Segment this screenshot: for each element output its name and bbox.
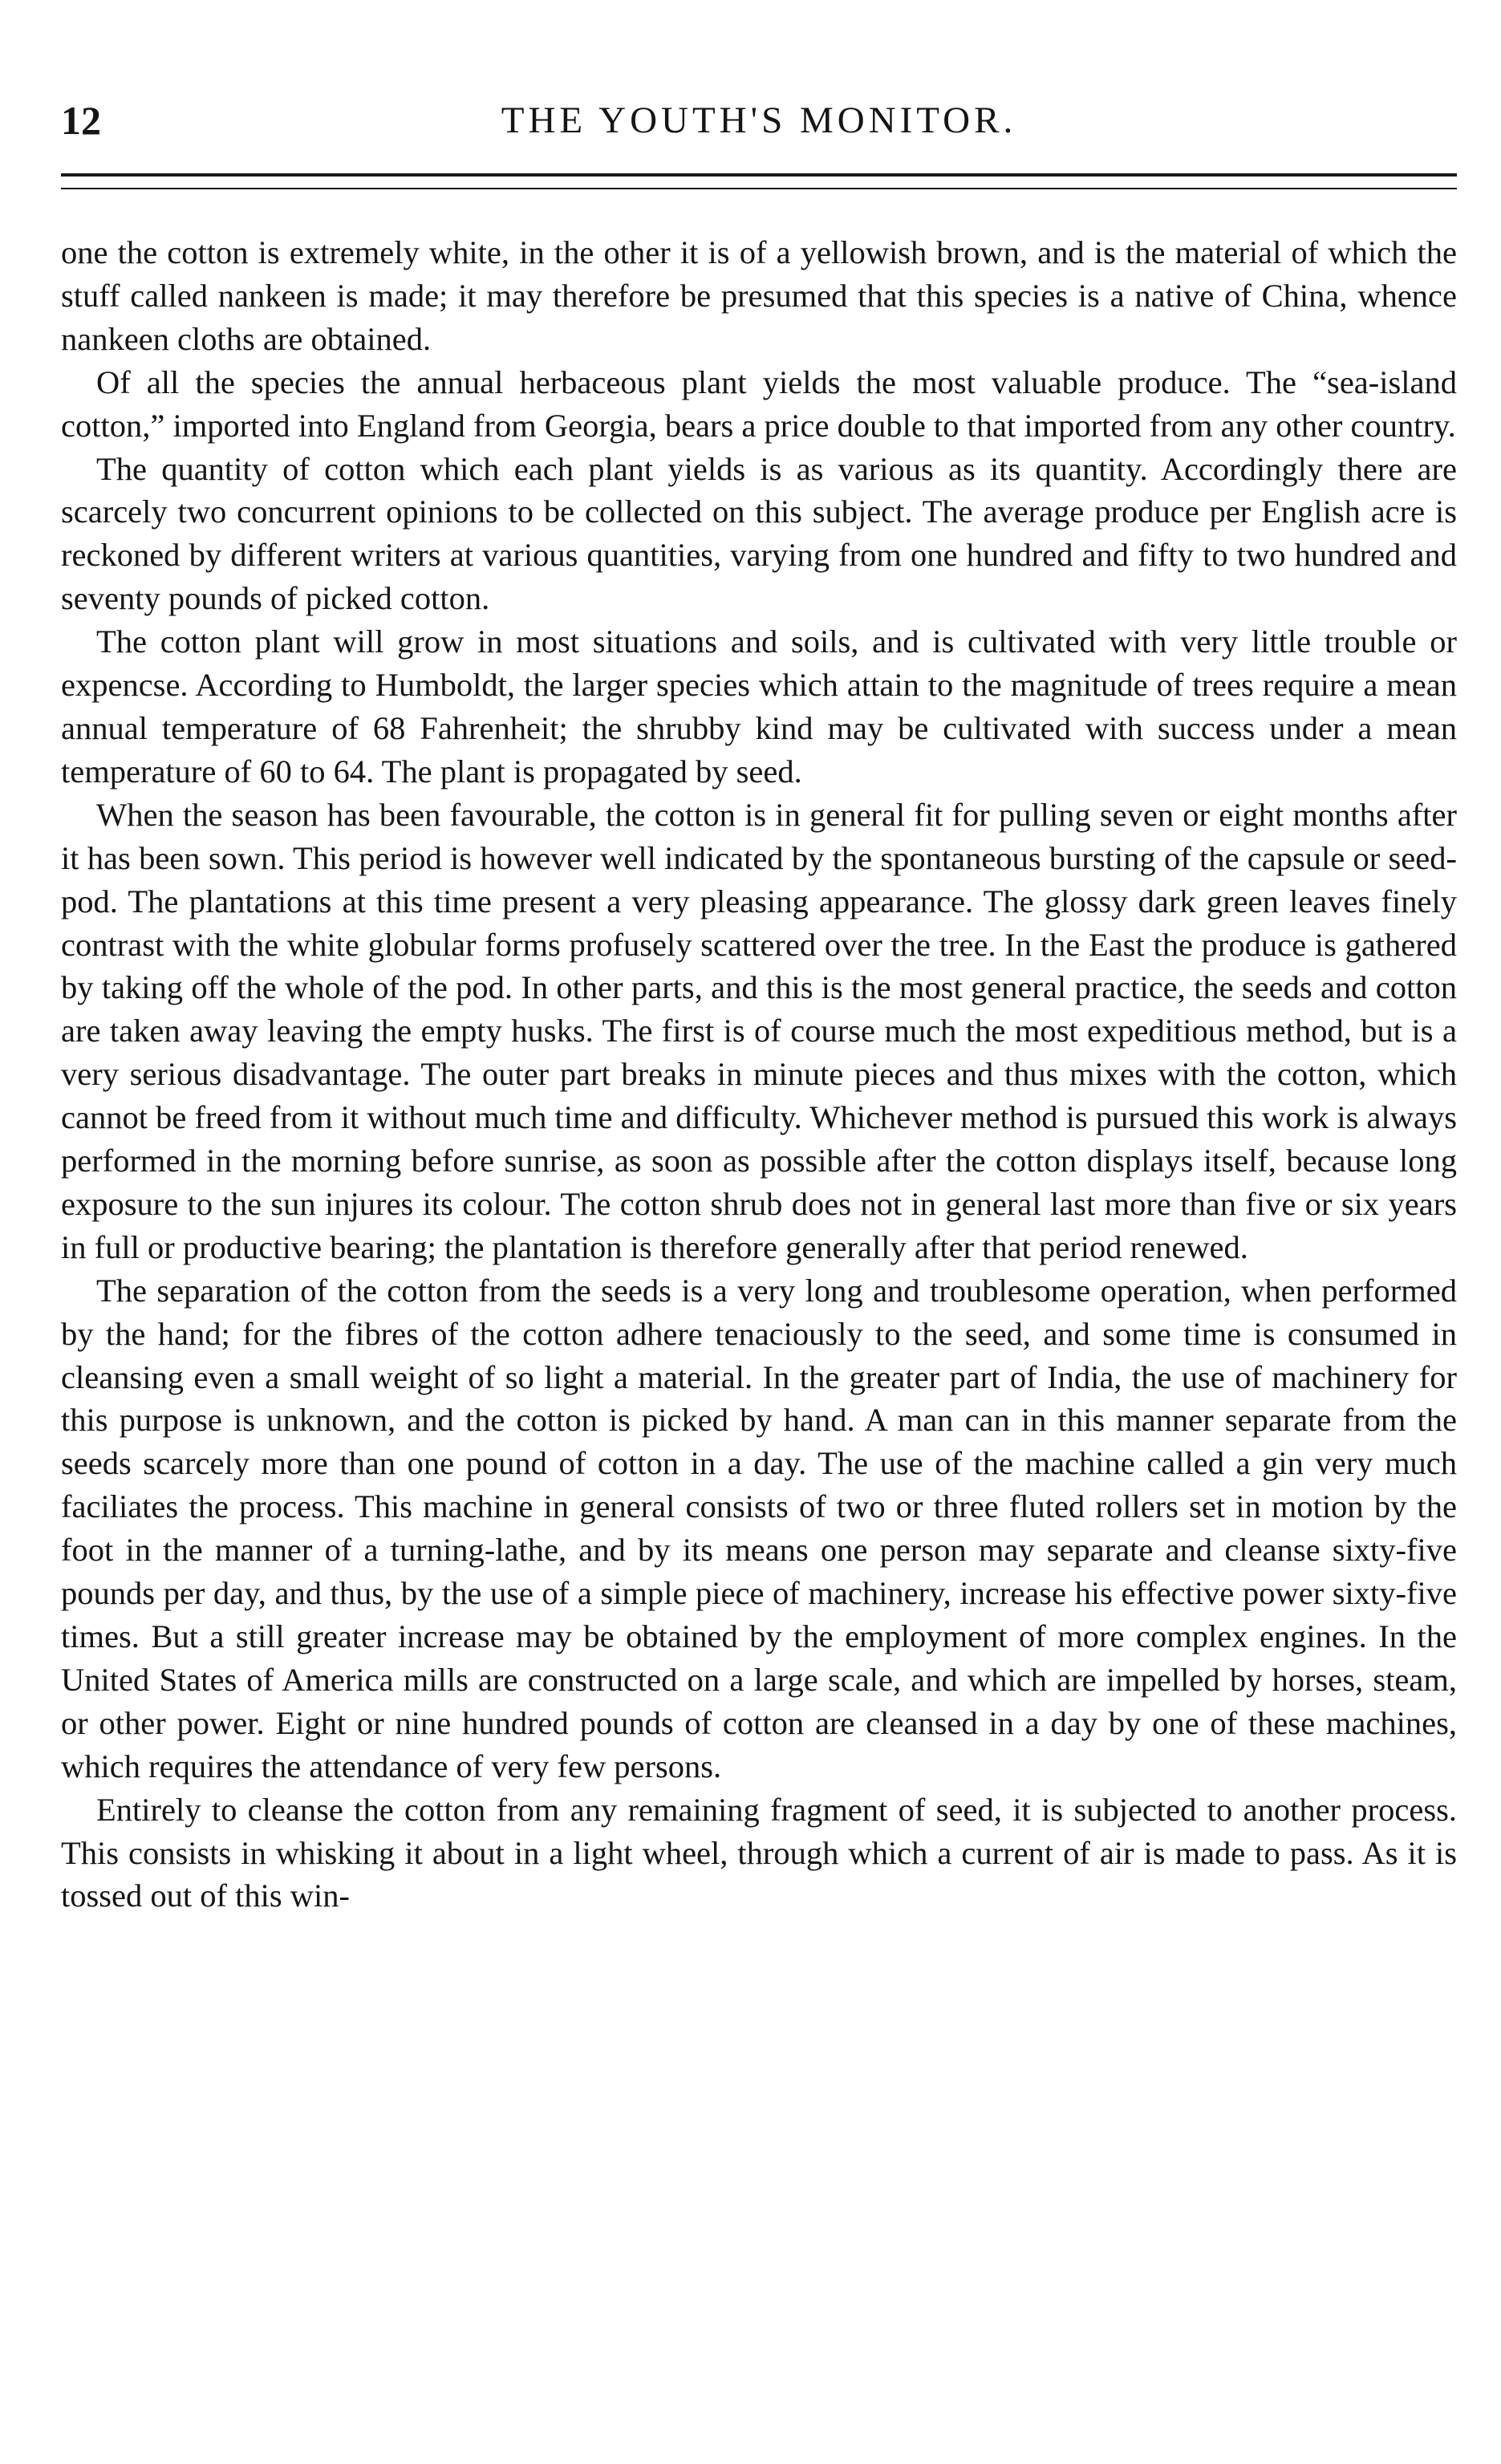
paragraph-5: When the season has been favourable, the cotton is in general fit for pulling seven or eight months after it has been sown. This period is however well indicated by the spontaneous bursting of the capsule or seed-pod. The plantations at this time present a very pleasing appearance. The glossy dark green leaves finely contrast with the white globular forms profusely scattered over the tree. In the East the produce is gathered by taking off the whole of the pod. In other parts, and this is the most general practice, the seeds and cotton are taken away leaving the empty husks. The first is of course much the most expeditious method, but is a very serious disadvantage. The outer part breaks in minute pieces and thus mixes with the cotton, which cannot be freed from it without much time and difficulty. Whichever method is pursued this work is always performed in the morning before sunrise, as soon as possible after the cotton displays itself, because long exposure to the sun injures its colour. The cotton shrub does not in general last more than five or six years in full or productive bearing; the plantation is therefore generally after that period renewed. [61, 796, 1457, 1265]
paragraph-1: one the cotton is extremely white, in the other it is of a yellowish brown, and is the material of which the stuff called nankeen is made; it may therefore be presumed that this species is a native of China, whence nankeen cloths are obtained. [61, 234, 1457, 357]
body-text [61, 231, 1457, 1918]
running-head [61, 88, 1457, 152]
header-rule [61, 173, 1457, 189]
paragraph-4: The cotton plant will grow in most situations and soils, and is cultivated with very little trouble or expencse. According to Humboldt, the larger species which attain to the magnitude of trees require a mean annual temperature of 68 Fahrenheit; the shrubby kind may be cultivated with success under a mean temperature of 60 to 64. The plant is propagated by seed. [61, 623, 1457, 790]
paragraph-3: The quantity of cotton which each plant yields is as various as its quantity. Accordingly there are scarcely two concurrent opinions to be collected on this subject. The average produce per English acre is reckoned by different writers at various quantities, varying from one hundred and fifty to two hundred and seventy pounds of picked cotton. [61, 450, 1457, 617]
document-page [61, 88, 1457, 1918]
paragraph-2: Of all the species the annual herbaceous plant yields the most valuable produce. The “sea-island cotton,” imported into England from Georgia, bears a price double to that imported from any other country. [61, 363, 1457, 444]
running-title: THE YOUTH'S MONITOR. [501, 99, 1017, 141]
paragraph-6: The separation of the cotton from the seeds is a very long and troublesome operation, when performed by the hand; for the fibres of the cotton adhere tenaciously to the seed, and some time is consumed in cleansing even a small weight of so light a material. In the greater part of India, the use of machinery for this purpose is unknown, and the cotton is picked by hand. A man can in this manner separate from the seeds scarcely more than one pound of cotton in a day. The use of the machine called a gin very much faciliates the process. This machine in general consists of two or three fluted rollers set in motion by the foot in the manner of a turning-lathe, and by its means one person may separate and cleanse sixty-five pounds per day, and thus, by the use of a simple piece of machinery, increase his effective power sixty-five times. But a still greater increase may be obtained by the employment of more complex engines. In the United States of America mills are constructed on a large scale, and which are impelled by horses, steam, or other power. Eight or nine hundred pounds of cotton are cleansed in a day by one of these machines, which requires the attendance of very few persons. [61, 1272, 1457, 1784]
page-number: 12 [61, 98, 101, 143]
paragraph-7: Entirely to cleanse the cotton from any remaining fragment of seed, it is subjected to another process. This consists in whisking it about in a light wheel, through which a current of air is made to pass. As it is tossed out of this win- [61, 1791, 1457, 1914]
